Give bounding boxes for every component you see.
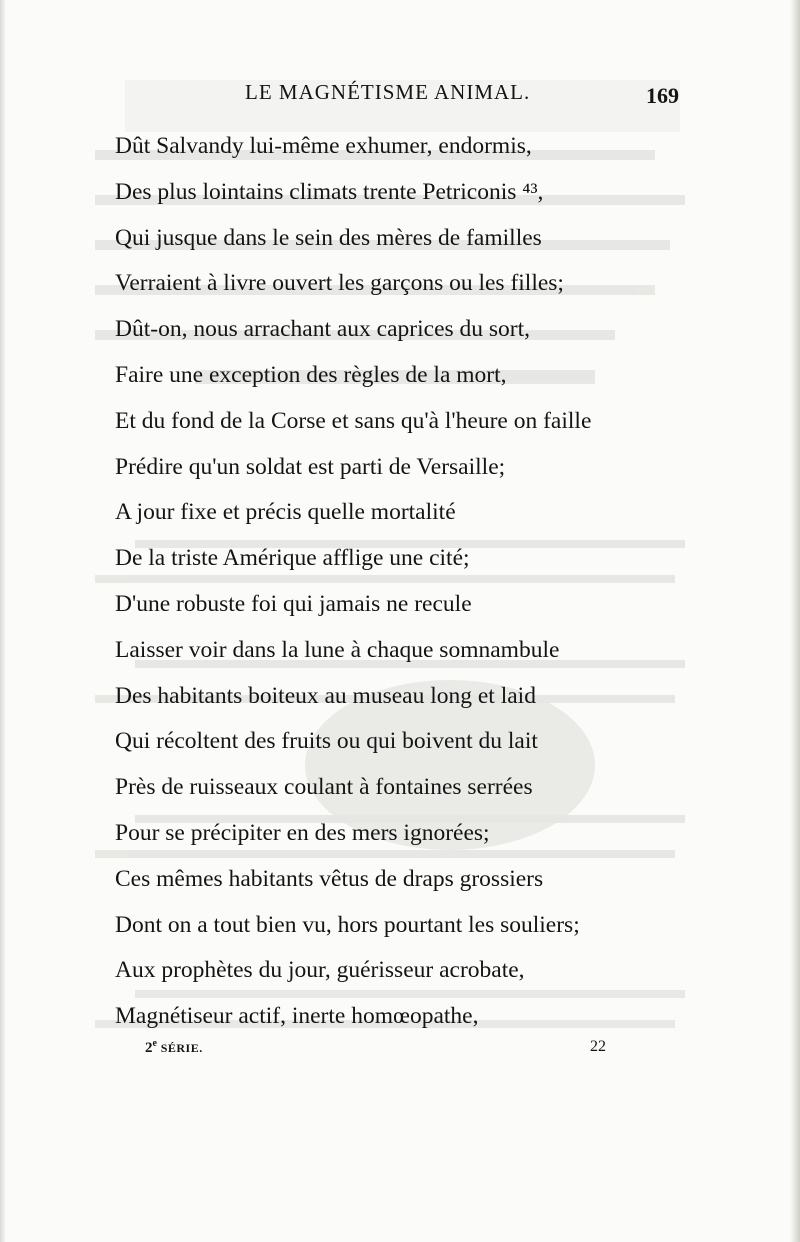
page-footer [0,1038,800,1068]
verse-line: Dont on a tout bien vu, hors pourtant les souliers; [115,911,580,938]
signature-number: 2 [145,1040,153,1056]
verse-line: Faire une exception des règles de la mort, [115,361,507,388]
printer-signature [145,1038,203,1057]
verse-line: Près de ruisseaux coulant à fontaines serrées [115,774,533,801]
verse-line: Qui récoltent des fruits ou qui boivent du lait [115,728,538,755]
verse-line: Pour se précipiter en des mers ignorées; [115,819,490,846]
verse-line: Dût-on, nous arrachant aux caprices du sort, [115,316,531,343]
verse-line: Prédire qu'un soldat est parti de Versaille; [115,453,506,480]
verse-line: Laisser voir dans la lune à chaque somnambule [115,636,560,663]
signature-label: SÉRIE. [160,1041,203,1055]
verse-line: Aux prophètes du jour, guérisseur acrobate, [115,957,525,984]
sheet-number: 22 [590,1038,606,1055]
page-number: 169 [646,83,679,108]
verse-line: D'une robuste foi qui jamais ne recule [115,590,472,617]
verse-line: Magnétiseur actif, inerte homœopathe, [115,1003,479,1030]
verse-line: Des plus lointains climats trente Petriconis ⁴³, [115,178,544,205]
verse-line: Ces mêmes habitants vêtus de draps grossiers [115,865,544,892]
verse-block [115,124,685,1040]
verse-line: Qui jusque dans le sein des mères de familles [115,224,542,251]
page-header [0,80,800,116]
verse-line: A jour fixe et précis quelle mortalité [115,499,456,526]
verse-line: Verraient à livre ouvert les garçons ou les filles; [115,270,564,297]
verse-line: Dût Salvandy lui-même exhumer, endormis, [115,133,532,159]
signature-superscript: e [152,1038,157,1049]
verse-line: Et du fond de la Corse et sans qu'à l'heure on faille [115,407,592,434]
verse-line: Des habitants boiteux au museau long et laid [115,682,536,709]
verse-line: De la triste Amérique afflige une cité; [115,545,470,572]
running-title: LE MAGNÉTISME ANIMAL. [245,80,531,104]
